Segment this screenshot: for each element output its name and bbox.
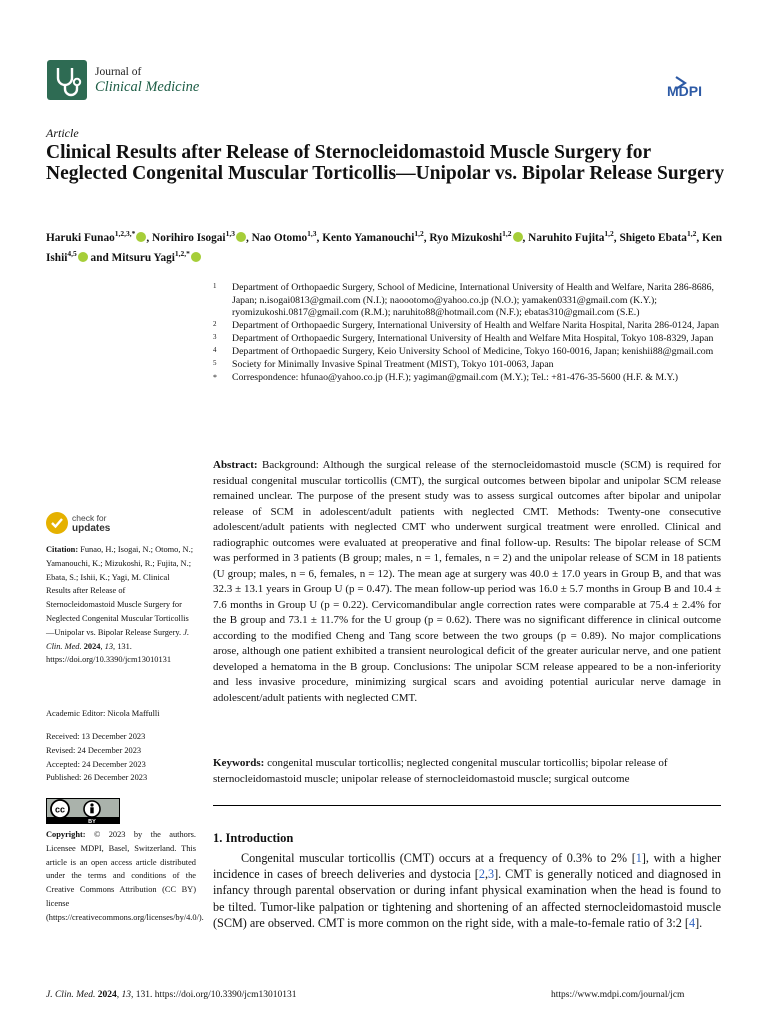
author-name: Haruki Funao: [46, 231, 115, 244]
author-affiliation-marks: 1,2: [604, 229, 614, 238]
footer-journal: J. Clin. Med.: [46, 990, 96, 1000]
author-affiliation-marks: 1,3: [225, 229, 235, 238]
revised-date: Revised: 24 December 2023: [46, 745, 142, 755]
keywords-label: Keywords:: [213, 757, 265, 769]
citation-doi[interactable]: , 131. https://doi.org/10.3390/jcm13010131: [46, 641, 172, 665]
published-date: Published: 26 December 2023: [46, 773, 148, 783]
author-separator: ,: [146, 231, 153, 244]
mdpi-wordmark: MDPI: [667, 83, 702, 99]
author-affiliation-marks: 1,2,*: [174, 249, 190, 259]
check-for-updates-button[interactable]: [46, 512, 166, 538]
keywords-text: congenital muscular torticollis; neglected congenital muscular torticollis; bipolar release of sternocleidomastoid muscle; unipolar release of sternocleidomastoid muscle; surgical outcome: [213, 757, 668, 785]
cc-icon-label: cc: [54, 804, 66, 815]
check-updates-icon: [46, 512, 68, 534]
abstract: [213, 458, 721, 706]
affiliation-mark: *: [213, 373, 217, 382]
affiliation-mark: 2: [213, 320, 217, 328]
author-name: Nao Otomo: [251, 231, 308, 244]
orcid-icon[interactable]: [236, 232, 246, 242]
author-name: Norihiro Isogai: [152, 231, 226, 244]
author-separator: and: [87, 252, 112, 265]
author-affiliation-marks: 1,2: [686, 229, 697, 238]
footer-doi-link[interactable]: , 131. https://doi.org/10.3390/jcm13010131: [130, 990, 297, 1000]
affiliation-mark: 1: [213, 282, 217, 290]
orcid-icon[interactable]: [191, 252, 201, 262]
orcid-icon[interactable]: [513, 232, 523, 242]
article-title: Clinical Results after Release of Sternocleidomastoid Muscle Surgery for Neglected Congenital Muscular Torticollis—Unipolar vs. Bipolar Release Surgery: [46, 142, 725, 184]
affiliation-item: [213, 333, 728, 346]
received-date: Received: 13 December 2023: [46, 732, 146, 741]
citation-label: Citation:: [46, 545, 79, 554]
check-updates-line2: updates: [72, 523, 111, 534]
footer-volume: 13: [121, 990, 131, 1000]
citation: Citation: Funao, H.; Isogai, N.; Otomo, N.; Yamanouchi, K.; Mizukoshi, R.; Fujita, N.; Ebata, S.; Ishii, K.; Yagi, M. Clinical Results after Release of Sternocleidomastoid Muscle Surgery for Neglected Congenital Muscular Torticollis—Unipolar vs. Bipolar Release Surgery. J. Clin. Med. 2024, 13, 131. https://doi.org/10.3390/jcm13010131: [46, 545, 194, 665]
affiliation-item: [213, 372, 728, 385]
section-divider: [213, 805, 721, 806]
affiliation-text: Department of Orthopaedic Surgery, International University of Health and Welfare Mita Hospital, Tokyo 108-8329, Japan: [232, 333, 714, 344]
journal-of-label: Journal of: [95, 66, 142, 78]
introduction-text-part: ].: [695, 915, 703, 930]
by-label: BY: [88, 819, 96, 824]
affiliation-item: [213, 346, 728, 359]
introduction-heading: 1. Introduction: [213, 831, 294, 845]
affiliation-mark: 3: [213, 333, 217, 341]
keywords: [213, 756, 721, 787]
affiliation-item: [213, 359, 728, 372]
author-list: [46, 226, 726, 267]
introduction-text-part: Congenital muscular torticollis (CMT) occurs at a frequency of 0.3% to 2% [: [241, 851, 636, 865]
citation-year: 2024: [83, 641, 101, 651]
author-affiliation-marks: 1,3: [307, 229, 317, 238]
history-dates: [46, 730, 196, 785]
affiliation-mark: 5: [213, 359, 217, 367]
author-affiliation-marks: 1,2,3,*: [114, 229, 136, 238]
author-name: Naruhito Fujita: [528, 231, 605, 244]
citation-text: Funao, H.; Isogai, N.; Otomo, N.; Yamanouchi, K.; Mizukoshi, R.; Fujita, N.; Ebata, S.; Ishii, K.; Yagi, M. Clinical Results after Release of Sternocleidomastoid Muscle Surgery for Neglected Congenital Muscular Torticollis—Unipolar vs. Bipolar Release Surgery.: [46, 545, 194, 637]
author-name: Kento Yamanouchi: [322, 231, 415, 244]
author-name: Ryo Mizukoshi: [429, 231, 503, 244]
author-separator: ,: [245, 231, 252, 244]
introduction-text-part: ]. CMT is generally noticed and diagnosed in infancy through parental observation or during infant physical examination when the head is found to be tilted. Tumor-like palpation or tightening and shortening of an affected sternocleidomastoid muscle (SCM) are observed. CMT is more common on the right side, with a male-to-female ratio of 3:2 [: [213, 867, 721, 930]
introduction-text: Congenital muscular torticollis (CMT) occurs at a frequency of 0.3% to 2% [1], with a higher incidence in cases of breech deliveries and dystocia [2,3]. CMT is generally noticed and diagnosed in infancy through parental observation or during infant physical examination when the head is found to be tilted. Tumor-like palpation or tightening and shortening of an affected sternocleidomastoid muscle (SCM) are observed. CMT is more common on the right side, with a male-to-female ratio of 3:2 [4].: [213, 851, 722, 930]
abstract-text: Background: Although the surgical release of the sternocleidomastoid muscle (SCM) is required for residual congenital muscular torticollis (CMT), the surgical outcomes between bipolar and unipolar SCM release remained unclear. The purpose of the present study was to assess surgical outcomes after bipolar and unipolar release of SCM in adolescent/adult patients with neglected CMT. Methods: Twenty-one consecutive adolescent/adult patients with neglected CMT who underwent surgical treatment were enrolled. Clinical and radiographic outcomes were evaluated at preoperative and final follow-up. Results: The bipolar release of SCM was performed in 3 patients (B group; males, n = 1, females, n = 2) and the unipolar release of SCM in 18 patients (U group; males, n = 6, females, n = 12). The mean age at surgery was 40.0 ± 17.0 years in Group B, and that was 32.3 ± 13.1 years in Group U (p = 0.47). The mean follow-up period was 16.0 ± 5.7 months in Group B and 10.4 ± 7.6 months in Group U (p = 0.22). Cervicomandibular angle correction rates were comparable at 75.4 ± 2.4% for the B group and 73.1 ± 11.7% for the U group (p = 0.62). There was no significant difference in clinical outcome according to the modified Cheng and Tang score between the two groups (p = 0.89). No major complications arose, although one patient exhibited a transient neurological deficit of the greater auricular nerve, and one patient developed a hematoma in the B group. Conclusions: The unipolar SCM release appeared to be a non-inferiority and less invasive procedure, minimizing surgical scars and avoiding potential auricular nerve damage in adolescent/adult patients with neglected CMT.: [213, 459, 722, 704]
author-separator: ,: [316, 231, 323, 244]
copyright-label: Copyright:: [46, 830, 86, 839]
academic-editor: Academic Editor: Nicola Maffulli: [46, 709, 160, 718]
copyright-text: © 2023 by the authors. Licensee MDPI, Basel, Switzerland. This article is an open access article distributed under the terms and conditions of the Creative Commons Attribution (CC BY) license (https://creativecommons.org/licenses/by/4.0/).: [46, 830, 204, 922]
introduction-text-part: ], with a higher incidence in cases of breech deliveries and dystocia [: [213, 851, 722, 882]
orcid-icon[interactable]: [78, 252, 88, 262]
article-type: Article: [46, 126, 79, 140]
author-affiliation-marks: 1,2: [414, 229, 424, 238]
check-updates-line1: check for: [72, 513, 107, 523]
copyright: [46, 828, 204, 925]
author-affiliation-marks: 4,5: [67, 249, 77, 259]
affiliation-text: Correspondence: hfunao@yahoo.co.jp (H.F.); yagiman@gmail.com (M.Y.); Tel.: +81-476-35-5600 (H.F. & M.Y.): [232, 372, 679, 383]
reference-link[interactable]: 3: [488, 867, 495, 882]
footer-journal-url[interactable]: https://www.mdpi.com/journal/jcm: [551, 990, 685, 1000]
citation-journal: J. Clin. Med.: [46, 627, 190, 651]
affiliation-item: [213, 320, 728, 333]
footer-citation: J. Clin. Med. 2024, 13, 131. https://doi.org/10.3390/jcm13010131: [46, 990, 297, 1000]
abstract-label: Abstract:: [213, 459, 258, 471]
reference-link[interactable]: 2: [478, 867, 485, 882]
author-affiliation-marks: 1,2: [502, 229, 512, 238]
affiliation-text: Society for Minimally Invasive Spinal Treatment (MIST), Tokyo 101-0063, Japan: [232, 359, 554, 370]
affiliation-mark: 4: [213, 346, 217, 354]
affiliation-list: [213, 282, 728, 385]
reference-link[interactable]: 1: [635, 851, 642, 865]
mdpi-logo: [666, 74, 724, 100]
journal-logo: [47, 60, 87, 100]
author-name: Mitsuru Yagi: [111, 252, 175, 265]
author-separator: ,: [613, 231, 620, 244]
cc-by-license-badge[interactable]: [46, 798, 120, 824]
author-separator: ,: [522, 231, 529, 244]
affiliation-text: Department of Orthopaedic Surgery, Keio University School of Medicine, Tokyo 160-0016, Japan; kenishii88@gmail.com: [232, 346, 714, 357]
author-separator: ,: [696, 231, 702, 244]
journal-name: Clinical Medicine: [95, 79, 200, 95]
orcid-icon[interactable]: [136, 232, 146, 242]
reference-link[interactable]: 4: [689, 915, 696, 930]
footer-year: 2024: [97, 990, 117, 1000]
stethoscope-icon: [47, 60, 87, 100]
author-name: Shigeto Ebata: [619, 231, 687, 244]
author-separator: ,: [423, 231, 430, 244]
author-name: Ken Ishii: [46, 231, 723, 265]
accepted-date: Accepted: 24 December 2023: [46, 759, 146, 769]
affiliation-text: Department of Orthopaedic Surgery, International University of Health and Welfare Narita Hospital, Narita 286-0124, Japan: [232, 320, 720, 331]
citation-volume: 13: [104, 641, 113, 651]
affiliation-item: [213, 282, 728, 320]
affiliation-text: Department of Orthopaedic Surgery, School of Medicine, International University of Health and Welfare, Narita 286-8686, Japan; n.isogai0813@gmail.com (N.I.); naoootomo@yahoo.co.jp (N.O.); yamaken0331@gmail.com (K.Y.); ryomizukoshi.0817@gmail.com (R.M.); naruhito88@hotmail.com (N.F.); ebatas310@gmail.com (S.E.): [232, 282, 714, 318]
